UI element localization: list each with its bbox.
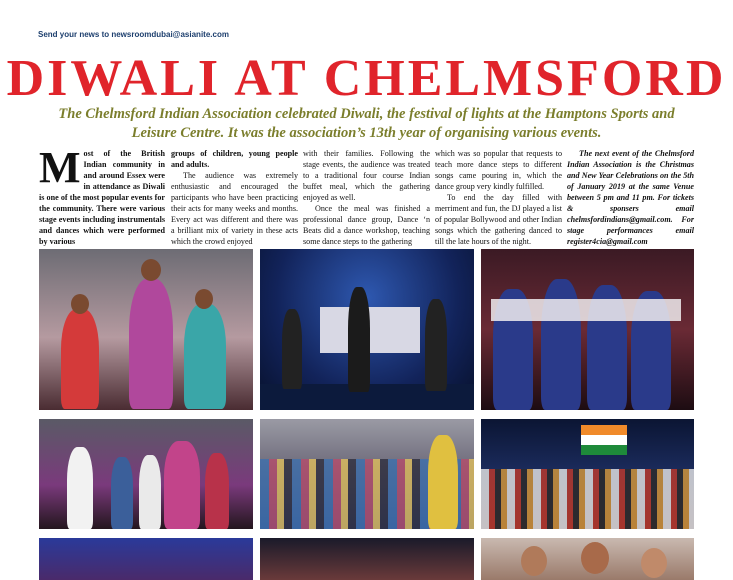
send-news-line: Send your news to newsroomdubai@asianite.com: [38, 30, 229, 39]
photo-women-dance-troupe: [481, 249, 694, 410]
article-title: DIWALI AT CHELMSFORD: [6, 50, 727, 107]
photo-audience-and-dancer: [260, 419, 474, 529]
column-1-text: ost of the British Indian community in and around Essex were in attendance as Diwali is one of the most popular events for the community. There were various stage events including instrumentals and dances which were performed by various: [39, 149, 165, 246]
photo-dancers-on-stage: [260, 249, 474, 410]
photo-group-with-flag: [481, 419, 694, 529]
article-subtitle: The Chelmsford Indian Association celebrated Diwali, the festival of lights at the Hamptons Sports and Leisure Centre. It was the association’s 13th year of organising various events.: [58, 106, 675, 141]
photo-dance-workshop: [260, 538, 474, 580]
photo-stage-performers: [39, 538, 253, 580]
column-2-paragraph-1: groups of children, young people and adults.: [171, 149, 298, 169]
text-column-1: [39, 143, 165, 247]
text-column-3: [303, 148, 430, 247]
column-2-paragraph-2: The audience was extremely enthusiastic and encouraged the participants who have been practicing their acts for many weeks and months. Every act was different and there was a brilliant mix of variety in these acts which the crowd enjoyed: [171, 171, 298, 246]
text-column-2: [171, 148, 298, 247]
text-column-4: [435, 148, 562, 247]
photo-audience-faces: [481, 538, 694, 580]
photo-girls-traditional-dress: [39, 249, 253, 410]
column-4-paragraph-1: which was so popular that requests to teach more dance steps to different songs came pouring in, which the dance group very kindly fulfilled.: [435, 149, 562, 191]
column-5-text: The next event of the Chelmsford Indian Association is the Christmas and New Year Celebrations on the 5th of January 2019 at the same Venue between 5 pm and 11 pm. For tickets & sponsers email chelmsfordindians@gmail.com. For stage performances email register4cia@gmail.com: [567, 149, 694, 246]
text-column-5: [567, 148, 694, 247]
column-3-paragraph-2: Once the meal was finished a professional dance group, Dance ‘n Beats did a dance workshop, teaching some dance steps to the gathering: [303, 204, 430, 246]
column-3-paragraph-1: with their families. Following the stage events, the audience was treated to a traditional four course Indian buffet meal, which the gathering enjoyed as well.: [303, 149, 430, 202]
drop-cap: M: [39, 143, 81, 192]
column-4-paragraph-2: To end the day filled with merriment and fun, the DJ played a list of popular Bollywood and other Indian songs which the gathering danced to till the late hours of the night.: [435, 193, 562, 246]
photo-children-on-stage: [39, 419, 253, 529]
